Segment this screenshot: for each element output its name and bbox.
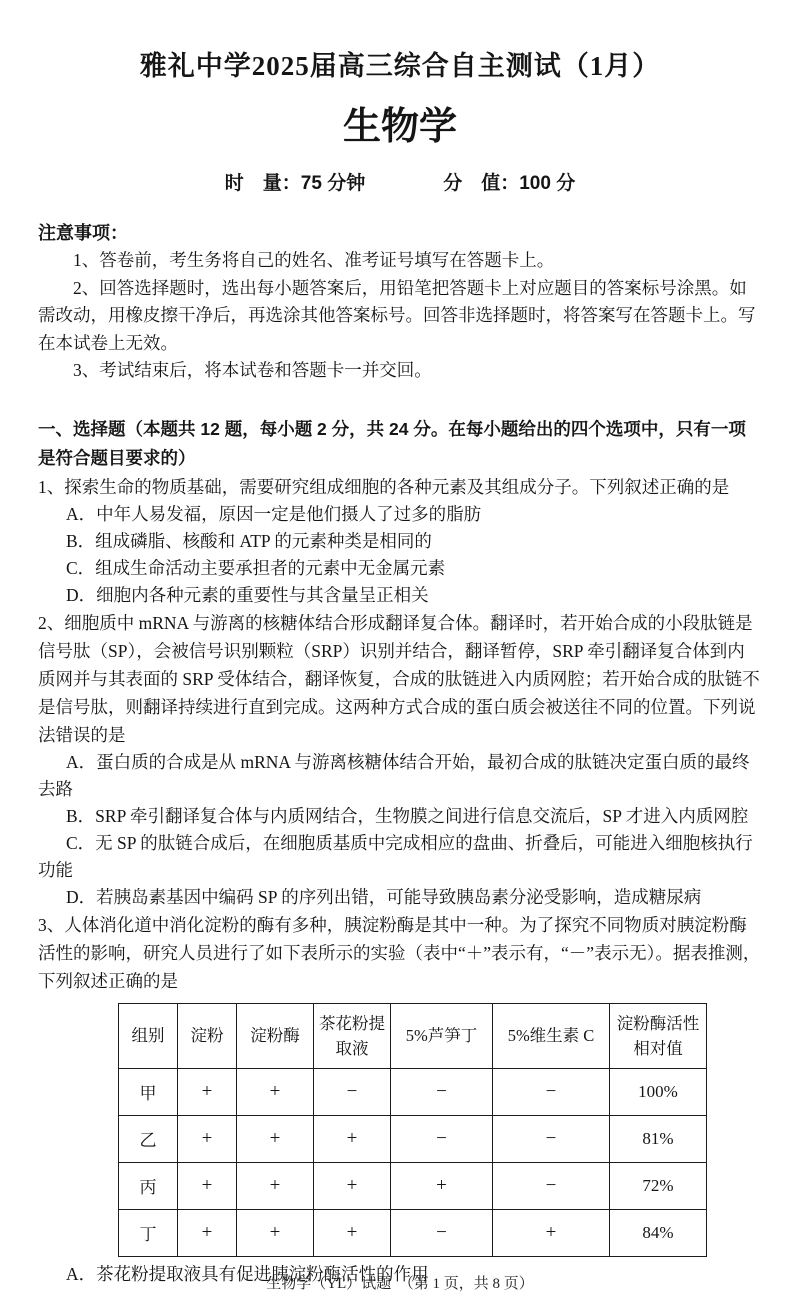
page-footer	[0, 1272, 800, 1293]
question-1-option-b: B．组成磷脂、核酸和 ATP 的元素种类是相同的	[66, 530, 432, 551]
table-cell: −	[391, 1115, 493, 1162]
time-allocation-label: 时 量：75 分钟	[224, 173, 366, 194]
notice-item-3: 3、考试结束后，将本试卷和答题卡一并交回。	[73, 360, 432, 380]
table-cell: −	[391, 1068, 493, 1115]
section-1-heading: 一、选择题（本题共 12 题，每小题 2 分，共 24 分。在每小题给出的四个选项中，只有一项是符合题目要求的）	[38, 418, 746, 468]
table-cell: 81%	[610, 1115, 707, 1162]
table-cell: +	[314, 1115, 391, 1162]
question-2-stem: 2、细胞质中 mRNA 与游离的核糖体结合形成翻译复合体。翻译时，若开始合成的小段肽链是信号肽（SP），会被信号识别颗粒（SRP）识别并结合，翻译暂停，SRP 牵引翻译复合体到内质网并与其表面的 SRP 受体结合，翻译恢复，合成的肽链进入内质网腔；若开始合成的肽链不是信号肽，则翻译持续进行直到完成。这两种方式合成的蛋白质会被送往不同的位置。下列说法错误的是	[38, 612, 760, 745]
table-cell: +	[237, 1068, 314, 1115]
question-2-option-d: D．若胰岛素基因中编码 SP 的序列出错，可能导致胰岛素分泌受影响，造成糖尿病	[66, 886, 702, 907]
table-cell: +	[178, 1209, 237, 1256]
exam-meta	[38, 168, 762, 195]
table-cell: +	[237, 1162, 314, 1209]
table-row-bing	[119, 1162, 707, 1209]
table-cell: −	[493, 1115, 610, 1162]
exam-title: 雅礼中学2025届高三综合自主测试（1月）	[139, 51, 661, 81]
table-header-row	[119, 1003, 707, 1068]
header-relative-activity: 淀粉酶活性相对值	[610, 1003, 707, 1068]
table-cell: 100%	[610, 1068, 707, 1115]
table-cell: 甲	[119, 1068, 178, 1115]
table-cell: +	[237, 1209, 314, 1256]
table-cell: 丙	[119, 1162, 178, 1209]
question-2-option-b: B．SRP 牵引翻译复合体与内质网结合，生物膜之间进行信息交流后，SP 才进入内质网腔	[66, 805, 749, 826]
total-score-label: 分 值：100 分	[443, 173, 576, 194]
header-asparagus: 5%芦笋丁	[391, 1003, 493, 1068]
question-1-option-d: D．细胞内各种元素的重要性与其含量呈正相关	[66, 584, 429, 605]
table-cell: 丁	[119, 1209, 178, 1256]
table-cell: +	[237, 1115, 314, 1162]
notice-section	[38, 219, 762, 385]
header-amylase: 淀粉酶	[237, 1003, 314, 1068]
table-cell: −	[314, 1068, 391, 1115]
table-cell: −	[391, 1209, 493, 1256]
experiment-table	[118, 1003, 707, 1257]
header-starch: 淀粉	[178, 1003, 237, 1068]
question-1-stem: 1、探索生命的物质基础，需要研究组成细胞的各种元素及其组成分子。下列叙述正确的是	[38, 476, 730, 497]
table-cell: 84%	[610, 1209, 707, 1256]
table-cell: +	[314, 1209, 391, 1256]
question-3-option-a: A．茶花粉提取液具有促进胰淀粉酶活性的作用	[66, 1263, 429, 1284]
table-cell: −	[493, 1162, 610, 1209]
table-cell: 72%	[610, 1162, 707, 1209]
table-row-ding	[119, 1209, 707, 1256]
table-cell: +	[178, 1115, 237, 1162]
table-row-yi	[119, 1115, 707, 1162]
question-2-option-c: C．无 SP 的肽链合成后，在细胞质基质中完成相应的盘曲、折叠后，可能进入细胞核执行功能	[38, 832, 753, 880]
footer-text: 生物学（YL）试题 （第 1 页，共 8 页）	[266, 1276, 534, 1292]
table-cell: +	[391, 1162, 493, 1209]
question-1-option-a: A．中年人易发福，原因一定是他们摄人了过多的脂肪	[66, 503, 482, 524]
table-row-jia	[119, 1068, 707, 1115]
table-cell: +	[493, 1209, 610, 1256]
question-2-option-a: A．蛋白质的合成是从 mRNA 与游离核糖体结合开始，最初合成的肽链决定蛋白质的最终去路	[38, 751, 750, 799]
header-vitamin-c: 5%维生素 C	[493, 1003, 610, 1068]
question-1-option-c: C．组成生命活动主要承担者的元素中无金属元素	[66, 557, 446, 578]
table-cell: +	[178, 1068, 237, 1115]
notice-item-1: 1、答卷前，考生务将自己的姓名、准考证号填写在答题卡上。	[73, 250, 555, 270]
notice-item-2: 2、回答选择题时，选出每小题答案后，用铅笔把答题卡上对应题目的答案标号涂黑。如需改动，用橡皮擦干净后，再选涂其他答案标号。回答非选择题时，将答案写在答题卡上。写在本试卷上无效。	[38, 277, 756, 353]
table-cell: +	[314, 1162, 391, 1209]
table-cell: +	[178, 1162, 237, 1209]
notice-heading: 注意事项：	[38, 223, 128, 243]
table-cell: 乙	[119, 1115, 178, 1162]
header-tea-pollen-extract: 茶花粉提取液	[314, 1003, 391, 1068]
subject-title: 生物学	[342, 106, 457, 148]
table-cell: −	[493, 1068, 610, 1115]
question-3-stem: 3、人体消化道中消化淀粉的酶有多种，胰淀粉酶是其中一种。为了探究不同物质对胰淀粉酶活性的影响，研究人员进行了如下表所示的实验（表中“＋”表示有，“－”表示无）。据表推测，下列叙述正确的是	[38, 914, 761, 991]
header-group: 组别	[119, 1003, 178, 1068]
